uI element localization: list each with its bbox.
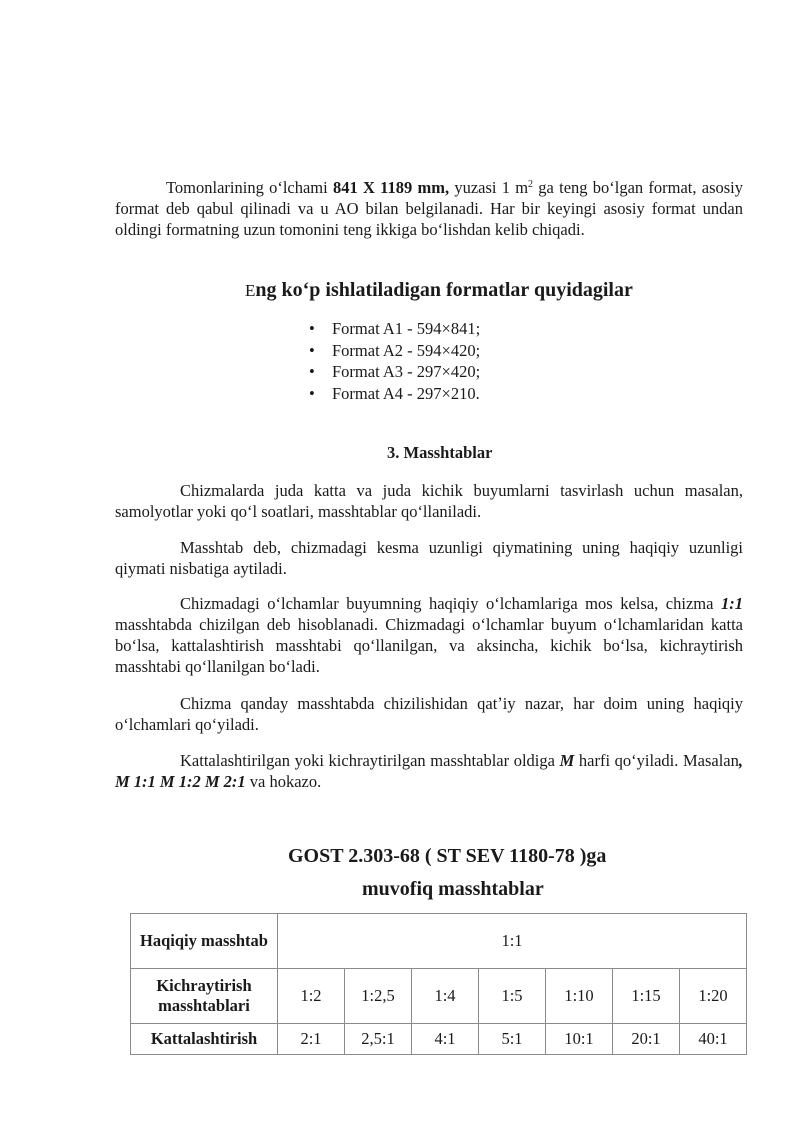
reduction-scale-cell: 1:5 (479, 969, 546, 1024)
formats-heading-text: ng koʻp ishlatiladigan formatlar quyidagilar (255, 279, 633, 301)
paragraph-5-letter: M (559, 751, 575, 770)
reduction-scale-cell: 1:2 (278, 969, 345, 1024)
formats-heading-initial: E (245, 281, 256, 300)
row-label-reduction: Kichraytirish masshtablari (131, 969, 278, 1024)
paragraph-5-text-e: va hokazo. (245, 772, 322, 791)
table-row (131, 914, 747, 969)
paragraph-5 (115, 750, 743, 792)
intro-superscript: 2 (528, 179, 534, 190)
intro-text-2: yuzasi 1 m (449, 178, 529, 197)
reduction-scale-cell: 1:4 (412, 969, 479, 1024)
list-item: • Format A1 - 594×841; (306, 318, 480, 340)
reduction-scale-cell: 1:20 (680, 969, 747, 1024)
list-item: • Format A2 - 594×420; (306, 340, 480, 362)
reduction-scale-cell: 1:2,5 (345, 969, 412, 1024)
scales-table (130, 913, 747, 1055)
section-title: 3. Masshtablar (387, 443, 493, 462)
natural-scale-value: 1:1 (278, 914, 747, 969)
intro-paragraph (115, 177, 743, 240)
paragraph-5-text-a: Kattalashtirilgan yoki kichraytirilgan masshtablar oldiga (180, 751, 560, 770)
formats-heading (245, 279, 633, 302)
paragraph-1: Chizmalarda juda katta va juda kichik buyumlarni tasvirlash uchun masalan, samolyotlar yoki qoʻl soatlari, masshtablar qoʻllaniladi. (115, 481, 743, 521)
table-row (131, 1024, 747, 1055)
enlargement-scale-cell: 4:1 (412, 1024, 479, 1055)
reduction-scale-cell: 1:10 (546, 969, 613, 1024)
enlargement-scale-cell: 2,5:1 (345, 1024, 412, 1055)
formats-list (306, 318, 480, 404)
intro-text-3: ga teng boʻlgan format, asosiy format deb qabul qilinadi va u AO bilan belgilanadi. Har bir keyingi asosiy format undan oldingi formatning uzun tomonini teng ikkiga boʻlishdan kelib chiqadi. (115, 178, 743, 239)
table-row (131, 969, 747, 1024)
enlargement-scale-cell: 10:1 (546, 1024, 613, 1055)
paragraph-3-scale: 1:1 (721, 594, 743, 613)
enlargement-scale-cell: 20:1 (613, 1024, 680, 1055)
paragraph-3-text-c: masshtabda chizilgan deb hisoblanadi. Chizmadagi oʻlchamlar buyum oʻlchamlaridan katta boʻlsa, kattalashtirish masshtabi qoʻllanilgan, va aksincha, kichik boʻlsa, kichraytirish masshtabi qoʻllanilgan boʻladi. (115, 615, 743, 676)
gost-title: GOST 2.303-68 ( ST SEV 1180-78 )ga (288, 845, 607, 867)
intro-text-1: Tomonlarining oʻlchami (166, 178, 333, 197)
list-item: • Format A3 - 297×420; (306, 361, 480, 383)
gost-subtitle: muvofiq masshtablar (362, 878, 544, 900)
paragraph-3-text-a: Chizmadagi oʻlchamlar buyumning haqiqiy oʻlchamlariga mos kelsa, chizma (180, 594, 721, 613)
paragraph-3 (115, 593, 743, 677)
list-item: • Format A4 - 297×210. (306, 383, 480, 405)
enlargement-scale-cell: 40:1 (680, 1024, 747, 1055)
paragraph-5-text-c: harfi qoʻyiladi. Masalan (574, 751, 739, 770)
paragraph-5-examples: , M 1:1 M 1:2 M 2:1 (115, 751, 743, 791)
paragraph-2: Masshtab deb, chizmadagi kesma uzunligi qiymatining uning haqiqiy uzunligi qiymati nisbatiga aytiladi. (115, 538, 743, 578)
row-label-enlargement: Kattalashtirish (131, 1024, 278, 1055)
intro-dimensions: 841 X 1189 mm, (332, 178, 450, 197)
reduction-scale-cell: 1:15 (613, 969, 680, 1024)
enlargement-scale-cell: 5:1 (479, 1024, 546, 1055)
enlargement-scale-cell: 2:1 (278, 1024, 345, 1055)
paragraph-4: Chizma qanday masshtabda chizilishidan qatʼiy nazar, har doim uning haqiqiy oʻlchamlari qoʻyiladi. (115, 694, 743, 734)
row-label-natural: Haqiqiy masshtab (131, 914, 278, 969)
